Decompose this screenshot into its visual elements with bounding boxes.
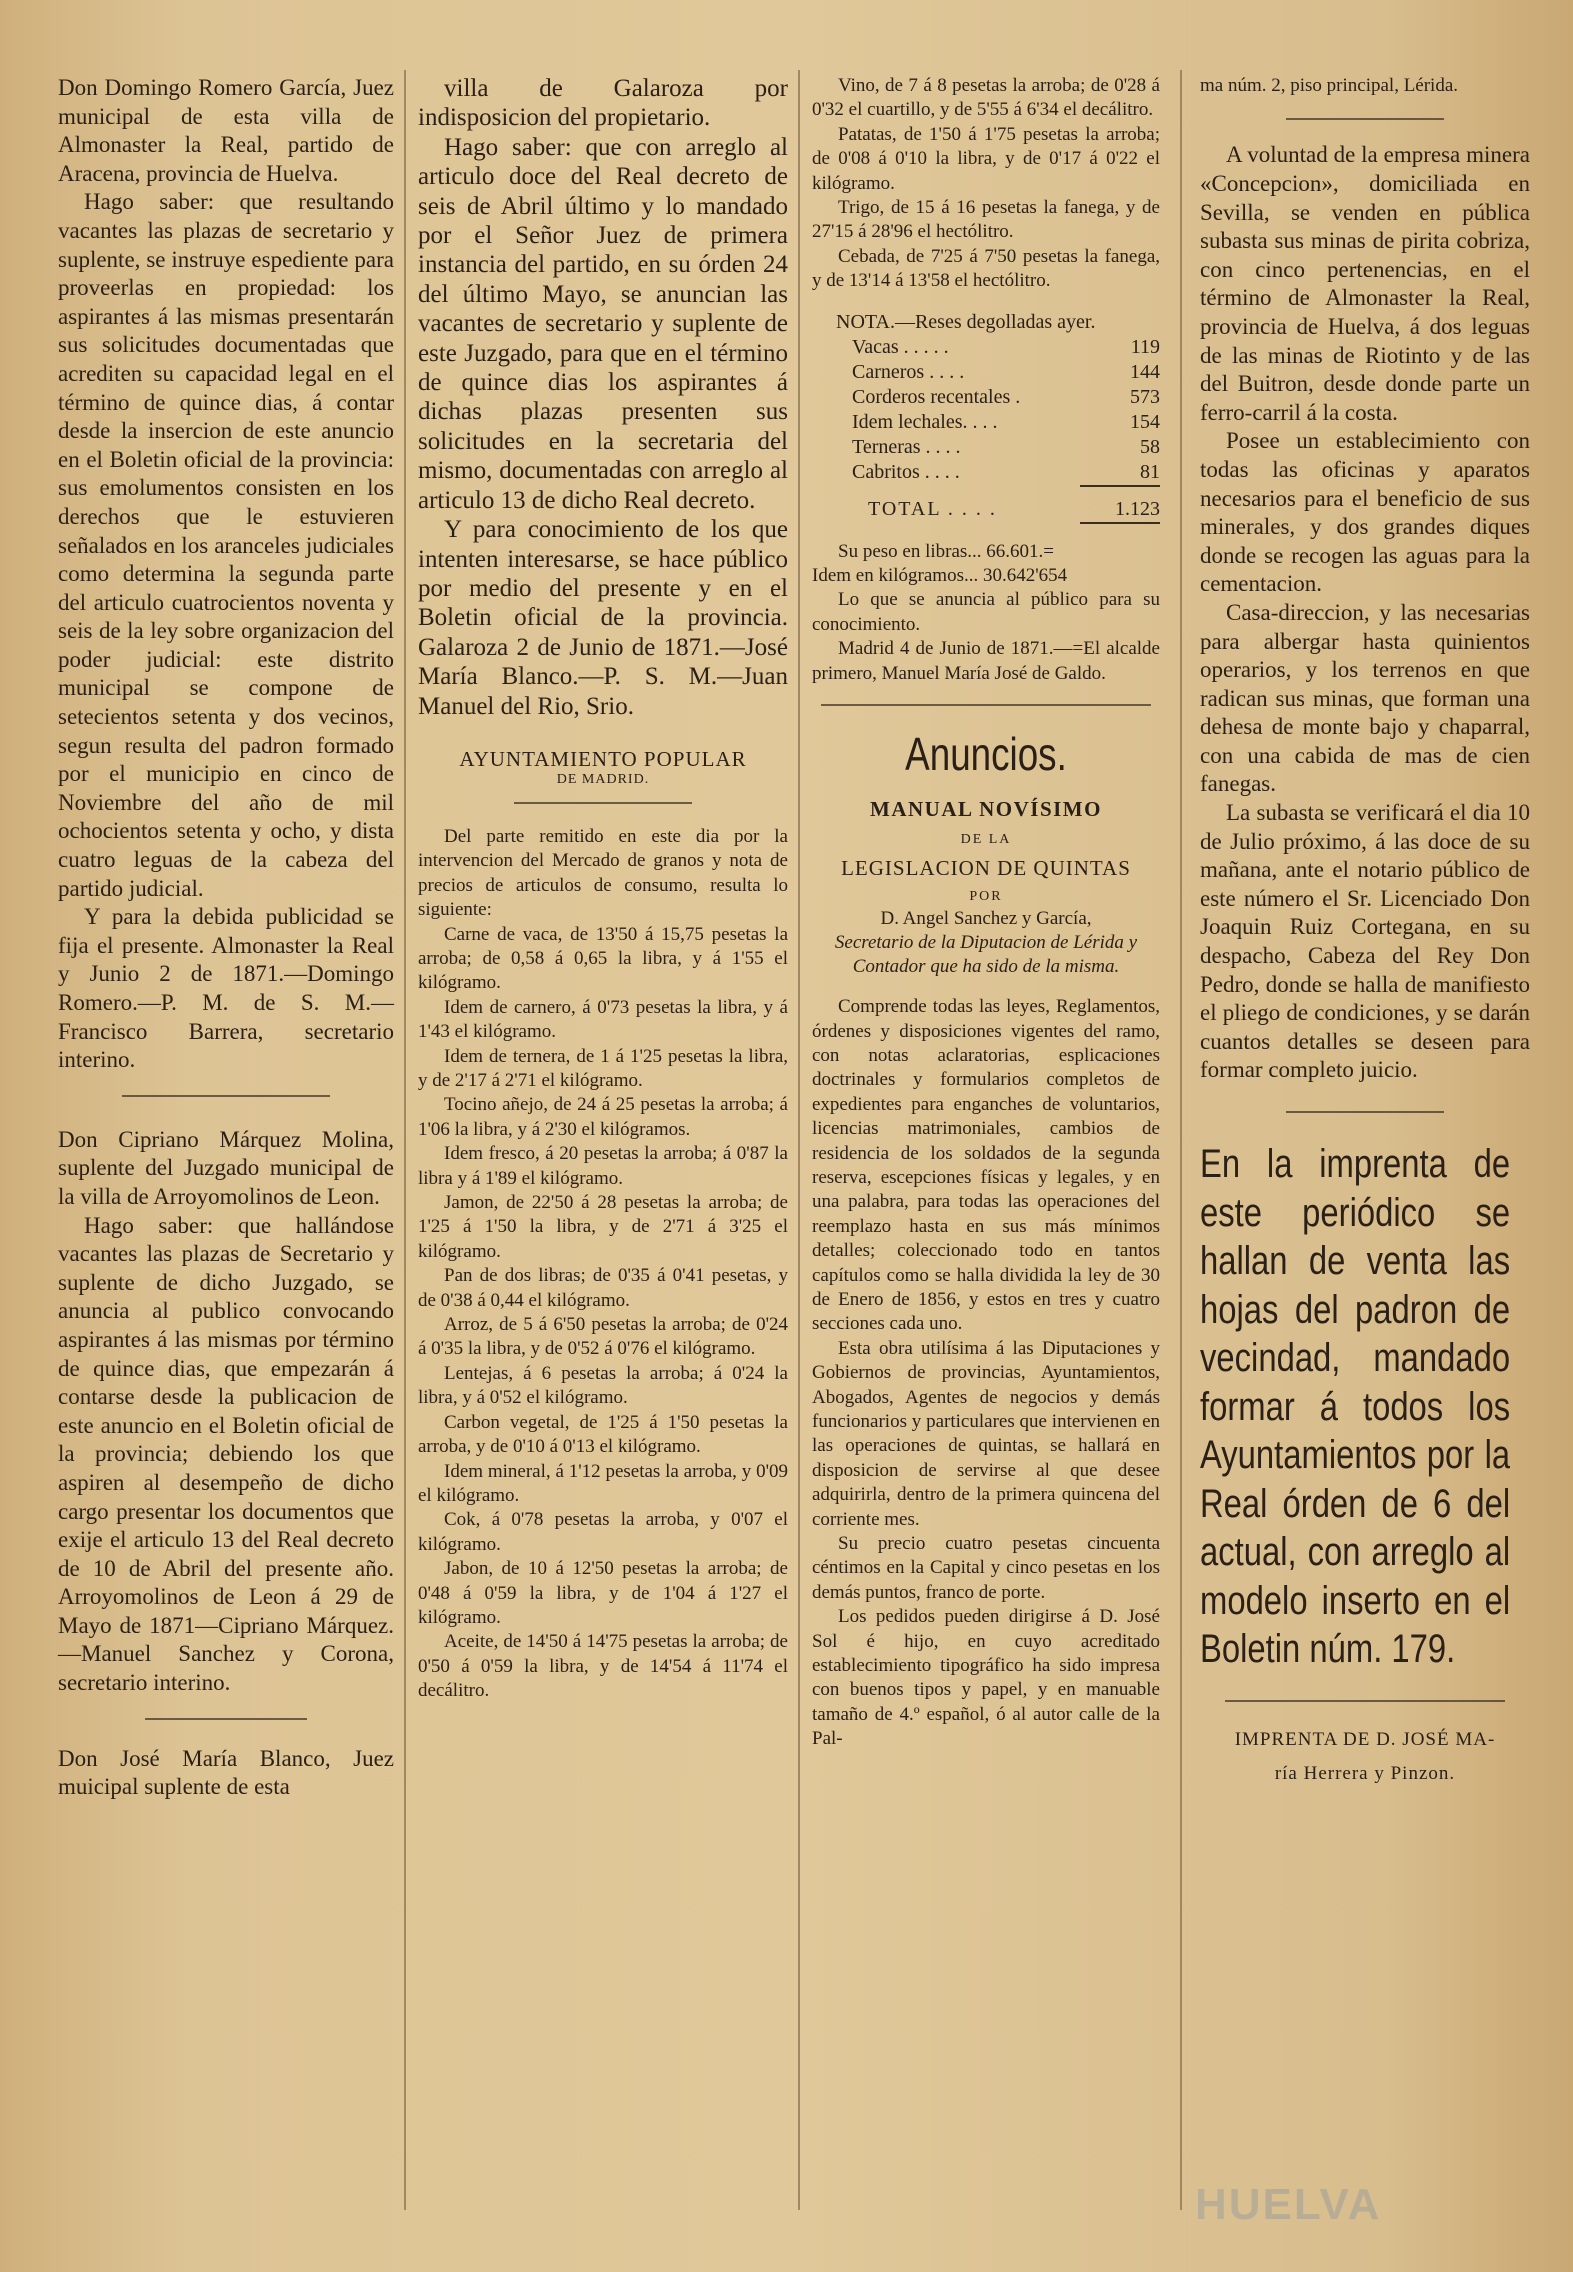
separator [1225,1700,1506,1703]
padron-announcement: En la imprenta de este periódico se hallan de venta las hojas del padron de vecindad, mandado formar á todos los Ayuntamientos por la Real órden de 6 del actual, con arreglo al modelo inserto en el Boletin núm. 179. [1200,1142,1510,1671]
notice-text: Hago saber: que con arreglo al articulo doce del Real decreto de seis de Abril último y lo mandado por el Señor Juez de primera instancia del partido, en su órden 24 del último Mayo, se anuncian las vacantes de secretario y suplente de este Juzgado, para que en el término de quince dias los aspirantes á dichas plazas presenten sus solicitudes en la secretaria del mismo, documentadas con arreglo al articulo 13 de dicho Real decreto. [418,133,788,514]
price-item: Cok, á 0'78 pesetas la arroba, y 0'07 el kilógramo. [418,1509,788,1555]
weight-line: Su peso en libras... 66.601.= [838,540,1055,562]
separator [1286,118,1444,121]
column-rule [1180,70,1182,2210]
book-title-connector: DE LA [960,832,1012,848]
price-item: Pan de dos libras; de 0'35 á 0'41 pesetas, y de 0'38 á 0,44 el kilógramo. [418,1265,788,1311]
price-item: Jabon, de 10 á 12'50 pesetas la arroba; de 0'48 á 0'59 la libra, y de 1'04 á 1'27 el kilógramo. [418,1558,788,1628]
price-item: Aceite, de 14'50 á 14'75 pesetas la arroba; de 0'50 á 0'59 la libra, y de 14'54 á 11'74 el decálitro. [418,1631,788,1702]
price-item: Trigo, de 15 á 16 pesetas la fanega, y de 27'15 á 28'96 el hectólitro. [812,197,1160,243]
weight-line: Idem en kilógramos... 30.642'654 [812,565,1068,587]
notice-body: Hago saber: que hallándose vacantes las plazas de Secretario y suplente de dicho Juzgado, se anuncia al publico convocando aspirantes á las mismas por término de quince dias, que empezarán á contarse desde la publicacion de este anuncio en el Boletin oficial de la provincia; debiendo los que aspiren al desempeño de dicho cargo presentar los documentos que exije el articulo 13 del Real decreto de 10 de Abril del presente año. Arroyomolinos de Leon á 29 de Mayo de 1871—Cipriano Márquez.—Manuel Sanchez y Corona, secretario interino. [58,1212,394,1696]
price-item: Jamon, de 22'50 á 28 pesetas la arroba; de 1'25 á 1'50 la libra, y de 2'71 á 3'25 el kilógramo. [418,1192,788,1262]
section-subtitle: DE MADRID. [556,771,650,787]
notice-heading: Don Cipriano Márquez Molina, suplente del Juzgado municipal de la villa de Arroyomolinos de Leon. [58,1126,394,1209]
price-item: Arroz, de 5 á 6'50 pesetas la arroba; de 0'24 á 0'35 la libra, y de 0'52 á 0'76 el kilógramo. [418,1314,788,1360]
notice-text: Y para conocimiento de los que intenten interesarse, se hace público por medio del presente y en el Boletin oficial de la provincia. Galaroza 2 de Junio de 1871.—José María Blanco.—P. S. M.—Juan Manuel del Rio, Srio. [418,516,788,720]
separator [514,802,692,805]
mine-auction-text: A voluntad de la empresa minera «Concepcion», domiciliada en Sevilla, se venden en pública subasta sus minas de pirita cobriza, con cinco pertenencias, en el término de Almonaster la Real, provincia de Huelva, á dos leguas de las minas de Riotinto y de las del Buitron, desde donde parte un ferro-carril á la costa. [1200,142,1530,425]
separator [821,704,1152,707]
price-item: Idem de ternera, de 1 á 1'25 pesetas la libra, y de 2'17 á 2'71 el kilógramo. [418,1045,788,1091]
column-2 [418,74,788,1704]
column-rule [798,70,800,2210]
book-title: MANUAL NOVÍSIMO [870,797,1102,822]
table-row: Cabritos . . . . 81 [812,460,1160,486]
table-row: Carneros . . . . 144 [852,360,1160,383]
price-item: Idem de carnero, á 0'73 pesetas la libra, y á 1'43 el kilógramo. [418,996,788,1043]
book-title-main: LEGISLACION DE QUINTAS [841,856,1131,881]
ad-text: Su precio cuatro pesetas cincuenta céntimos en la Capital y cinco pesetas en los demás puntos, franco de porte. [812,1533,1160,1603]
mine-auction-text: Casa-direccion, y las necesarias para albergar hasta quinientos operarios, y los terrenos en que radican sus minas, que forman una dehesa de monte bajo y chaparral, con una cabida de mas de cien fanegas. [1200,599,1530,797]
price-item: Vino, de 7 á 8 pesetas la arroba; de 0'28 á 0'32 el cuartillo, y de 5'55 á 6'34 el decálitro. [812,75,1160,121]
notice-text: Lo que se anuncia al público para su conocimiento. [812,589,1160,635]
separator [145,1718,306,1721]
notice-heading: Don José María Blanco, Juez muicipal suplente de esta [58,1745,394,1800]
mine-auction-text: Posee un establecimiento con todas las oficinas y aparatos necesarios para el beneficio de sus minerales, y dos grandes diques donde se recogen las aguas para la cementacion. [1200,428,1530,597]
ad-text: Comprende todas las leyes, Reglamentos, órdenes y disposiciones vigentes del ramo, con notas aclaratorias, esplicaciones doctrinales y formularios completos de expedientes para enganches de voluntarios, licencias matrimoniales, cambios de residencia de los soldados de la segunda reserva, escepciones físicas y legales, y en una palabra, para todas las operaciones del reemplazo hasta en sus más mínimos detalles; coleccionado todo en tantos capítulos como se halla dividida la ley de 30 de Enero de 1856, y estos en tres y cuatro secciones cada uno. [812,996,1160,1335]
nota-title: NOTA.—Reses degolladas ayer. [836,310,1096,333]
mine-auction-text: La subasta se verificará el dia 10 de Julio próximo, á las doce de su mañana, ante el notario público de este número el Sr. Licenciado Don Joaquin Ruiz Cortegana, en su despacho, Cabeza del Rey Don Pedro, donde se halla de manifiesto el pliego de condiciones, y se darán cuantos detalles se deseen para formar completo juicio. [1200,800,1530,1083]
market-intro: Del parte remitido en este dia por la intervencion del Mercado de granos y nota de precios de articulos de consumo, resulta lo siguiente: [418,825,788,921]
ad-text: Esta obra utilísima á las Diputaciones y Gobiernos de provincias, Ayuntamientos, Abogados, Agentes de negocios y demás funcionarios y particulares que intervienen en las operaciones de quintas, se hallará en disposicion de servirse al que desee adquirirla, dentro de la primera quincena del corriente mes. [812,1337,1160,1530]
notice-heading: Don Domingo Romero García, Juez municipal de esta villa de Almonaster la Real, partido de Aracena, provincia de Huelva. [58,75,394,186]
table-row: Idem lechales. . . . 154 [852,410,1160,433]
printer-name-cont: ría Herrera y Pinzon. [1274,1762,1456,1784]
signature: Madrid 4 de Junio de 1871.—=El alcalde primero, Manuel María José de Galdo. [812,638,1160,684]
anuncios-heading: Anuncios. [905,728,1067,781]
column-rule [404,70,406,2210]
archive-watermark: HUELVA [1195,2180,1382,2229]
price-item: Idem fresco, á 20 pesetas la arroba; á 0'87 la libra y á 1'89 el kilógramo. [418,1143,788,1189]
notice-text: villa de Galaroza por indisposicion del propietario. [418,75,788,132]
printer-name: IMPRENTA DE D. JOSÉ MA- [1234,1728,1496,1750]
book-by: POR [969,889,1003,905]
ad-text: ma núm. 2, piso principal, Lérida. [1200,75,1459,96]
printer-line [1200,1723,1530,1791]
total-row: TOTAL . . . . 1.123 [812,486,1160,523]
slaughter-table [812,310,1160,524]
ad-text: Los pedidos pueden dirigirse á D. José Sol é hijo, en cuyo acreditado establecimiento tipográfico ha sido impresa con buenos tipos y papel, y en manuable tamaño de 4.º español, ó al autor calle de la Pal- [812,1606,1160,1750]
column-3 [812,74,1160,1752]
separator [1286,1111,1444,1114]
price-item: Tocino añejo, de 24 á 25 pesetas la arroba; á 1'06 la libra, y á 2'30 el kilógramos. [418,1094,788,1140]
notice-closing: Y para la debida publicidad se fija el presente. Almonaster la Real y Junio 2 de 1871.—Domingo Romero.—P. M. de S. M.—Francisco Barrera, secretario interino. [58,904,394,1073]
price-item: Idem mineral, á 1'12 pesetas la arroba, y 0'09 el kilógramo. [418,1460,788,1506]
column-4 [1200,74,1530,1791]
table-row: Vacas . . . . . 119 [852,335,1160,358]
column-1 [58,74,394,1802]
price-item: Carbon vegetal, de 1'25 á 1'50 pesetas la arroba, y de 0'10 á 0'13 el kilógramo. [418,1411,788,1458]
section-title: AYUNTAMIENTO POPULAR [459,746,747,771]
price-item: Patatas, de 1'50 á 1'75 pesetas la arroba; de 0'08 á 0'10 la libra, y de 0'17 á 0'22 el kilógramo. [812,123,1160,194]
separator [122,1095,330,1098]
book-author: D. Angel Sanchez y García, [880,908,1092,930]
price-item: Cebada, de 7'25 á 7'50 pesetas la fanega, y de 13'14 á 13'58 el hectólitro. [812,245,1160,292]
price-item: Lentejas, á 6 pesetas la arroba; á 0'24 la libra, y á 0'52 el kilógramo. [418,1362,788,1409]
price-item: Carne de vaca, de 13'50 á 15,75 pesetas la arroba; de 0,58 á 0,65 la libra, y á 1'55 el kilógramo. [418,923,788,994]
table-row: Corderos recentales . 573 [852,385,1160,408]
notice-body: Hago saber: que resultando vacantes las plazas de secretario y suplente, se instruye espediente para proveerlas en propiedad: los aspirantes á las mismas presentarán sus solicitudes documentadas que acrediten su capacidad legal en el término de quince dias, á contar desde la insercion de este anuncio en el Boletin oficial de la provincia: sus emolumentos consisten en los derechos que le estuvieren señalados en los aranceles judiciales como determina la segunda parte del articulo cuatrocientos noventa y seis de la ley sobre organizacion del poder judicial: este distrito municipal se compone de setecientos setenta y dos vecinos, segun resulta del padron formado por el municipio en cinco de Noviembre del año de mil ochocientos setenta y ocho, y dista cuatro leguas de la cabeza del partido judicial. [58,189,394,901]
book-author-title: Secretario de la Diputacion de Lérida y Contador que ha sido de la misma. [834,932,1138,978]
table-row: Terneras . . . . 58 [852,435,1160,458]
